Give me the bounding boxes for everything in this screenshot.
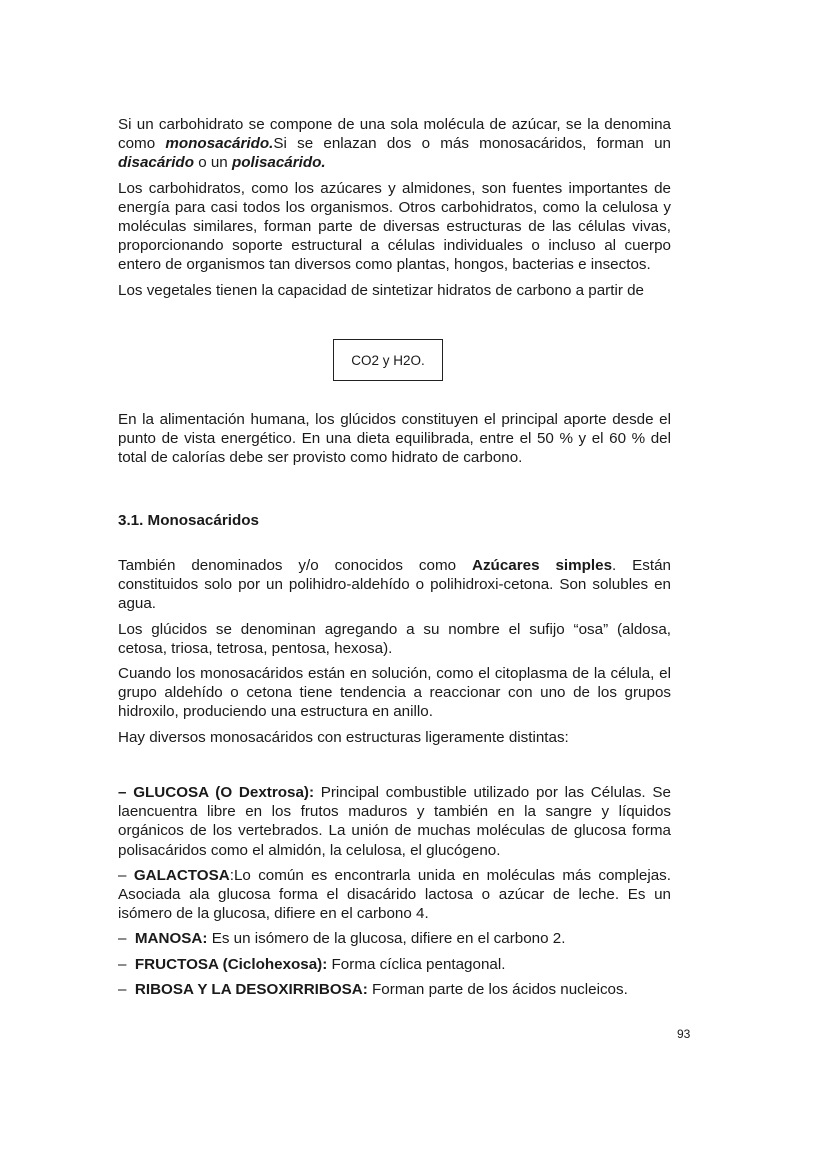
term-monosacarido: monosacárido.	[165, 135, 274, 153]
list-term: FRUCTOSA (Ciclohexosa):	[134, 955, 328, 973]
section-paragraph-4: Hay diversos monosacáridos con estructuras ligeramente distintas:	[118, 728, 569, 746]
list-text: Es un isómero de la glucosa, difiere en el carbono 2.	[207, 930, 566, 948]
section-p1-post: . Están constituidos solo por un polihidro-aldehído o polihidroxi-cetona. Son solubles en agua.	[118, 557, 672, 613]
intro-p1-mid: Si se enlazan dos o más monosacáridos, forman un	[273, 135, 672, 153]
section-paragraph-2: Los glúcidos se denominan agregando a su nombre el sufijo “osa” (aldosa, cetosa, triosa, tetrosa, pentosa, hexosa).	[118, 620, 671, 657]
list-item-manosa	[118, 929, 671, 948]
list-item-galactosa	[118, 866, 671, 924]
intro-paragraph-1	[118, 115, 671, 173]
list-text: Forma cíclica pentagonal.	[327, 955, 506, 973]
list-dash: –	[118, 955, 127, 973]
section-paragraph-1	[118, 556, 671, 614]
list-dash: –	[118, 866, 127, 884]
intro-paragraph-2: Los carbohidratos, como los azúcares y almidones, son fuentes importantes de energía para casi todos los organismos. Otros carbohidratos, como la celulosa y moléculas similares, forman parte de diversas estructuras de las células vivas, proporcionando soporte estructural a células individuales o incluso al cuerpo entero de organismos tan diversos como plantas, hongos, bacterias e insectos.	[118, 179, 671, 274]
list-term: MANOSA:	[134, 930, 208, 948]
list-text: :Lo común es encontrarla unida en moléculas más complejas. Asociada ala glucosa forma el disacárido lactosa o azúcar de leche. Es un isómero de la glucosa, difiere en el carbono 4.	[118, 866, 671, 923]
intro-paragraph-3: Los vegetales tienen la capacidad de sintetizar hidratos de carbono a partir de	[118, 281, 644, 299]
section-p1-pre: También denominados y/o conocidos como	[118, 557, 472, 574]
formula-box: CO2 y H2O.	[333, 339, 443, 381]
intro-p1-pre: Si un carbohidrato se compone de una sola molécula de azúcar, se la denomina como	[118, 116, 671, 153]
intro-p1-conj: o un	[193, 154, 232, 172]
monosacaridos-list	[118, 783, 671, 1005]
intro-section	[118, 115, 671, 300]
list-dash: –	[118, 784, 127, 801]
monosacaridos-section	[118, 556, 671, 747]
list-text: Forman parte de los ácidos nucleicos.	[367, 980, 628, 998]
nutrition-paragraph: En la alimentación humana, los glúcidos constituyen el principal aporte desde el punto de vista energético. En una dieta equilibrada, entre el 50 % y el 60 % del total de calorías debe ser provisto como hidrato de carbono.	[118, 411, 671, 467]
list-item-ribosa	[118, 980, 671, 999]
term-polisacarido: polisacárido.	[231, 154, 326, 172]
section-paragraph-3: Cuando los monosacáridos están en solución, como el citoplasma de la célula, el grupo aldehído o cetona tiene tendencia a reaccionar con uno de los grupos hidroxilo, produciendo una estructura en anillo.	[118, 665, 671, 721]
nutrition-section	[118, 410, 671, 468]
list-item-fructosa	[118, 955, 671, 974]
term-disacarido: disacárido	[118, 154, 194, 172]
list-term: GLUCOSA (O Dextrosa):	[133, 784, 315, 801]
list-dash: –	[118, 930, 127, 948]
term-azucares-simples: Azúcares simples	[472, 557, 613, 574]
page-number: 93	[677, 1027, 691, 1041]
list-term: GALACTOSA	[133, 866, 230, 884]
list-text: Principal combustible utilizado por las Células. Se laencuentra libre en los frutos maduros y también en la sangre y líquidos orgánicos de los vertebrados. La unión de muchas moléculas de glucosa forma polisacáridos como el almidón, la celulosa, el glucógeno.	[118, 784, 671, 859]
list-dash: –	[118, 980, 127, 998]
list-term: RIBOSA Y LA DESOXIRRIBOSA:	[134, 980, 368, 998]
list-item-glucosa	[118, 783, 671, 860]
section-heading: 3.1. Monosacáridos	[118, 512, 259, 529]
